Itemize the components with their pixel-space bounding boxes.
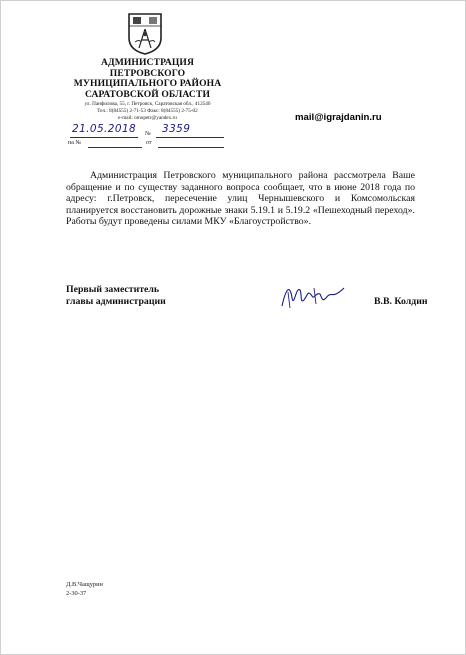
recipient-email: mail@igrajdanin.ru	[295, 112, 382, 123]
executor-name: Д.В.Чащурин	[66, 581, 103, 588]
handwritten-signature	[278, 278, 348, 312]
from-label: от	[146, 140, 152, 146]
executor-info	[66, 580, 103, 598]
registration-number: 3359	[162, 123, 191, 135]
ref-underline	[88, 147, 142, 148]
signatory-name: В.В. Колдин	[374, 296, 428, 307]
coat-of-arms-icon	[127, 12, 163, 56]
signatory-title-line: Первый заместитель	[66, 284, 160, 295]
number-label: №	[145, 131, 151, 137]
org-address: ул. Панфилова, 55, г. Петровск, Саратовская обл., 412540	[84, 101, 211, 107]
date-underline	[70, 137, 138, 138]
executor-phone: 2-30-37	[66, 590, 87, 597]
org-line: ПЕТРОВСКОГО	[109, 67, 186, 79]
org-line: САРАТОВСКОЙ ОБЛАСТИ	[84, 88, 211, 100]
signatory-title	[66, 284, 166, 307]
registration-date: 21.05.2018	[72, 123, 137, 135]
letter-body	[66, 170, 415, 228]
body-paragraph: Администрация Петровского муниципального района рассмотрела Ваше обращение и по существу заданного вопроса сообщает, что в июне 2018 года по адресу: г.Петровск, пересечение улиц Чернышевского и Комсомольская планируется восстановить дорожные знаки 5.19.1 и 5.19.2 «Пешеходный переход». Работы будут проведены силами МКУ «Благоустройство».	[66, 170, 415, 228]
ref-label: на №	[68, 140, 82, 146]
from-underline	[158, 147, 224, 148]
org-phone: Тел.: 8(84555) 2-71-53 Факс: 8(84555) 2-75-02	[97, 108, 198, 115]
organization-name	[60, 58, 235, 100]
number-underline	[156, 137, 224, 138]
org-email: e-mail: omopetr@yandex.ru	[118, 115, 177, 122]
org-line: АДМИНИСТРАЦИЯ	[100, 57, 194, 68]
org-contacts	[60, 101, 235, 123]
signatory-title-line: главы администрации	[66, 295, 166, 307]
org-line: МУНИЦИПАЛЬНОГО РАЙОНА	[73, 78, 222, 90]
